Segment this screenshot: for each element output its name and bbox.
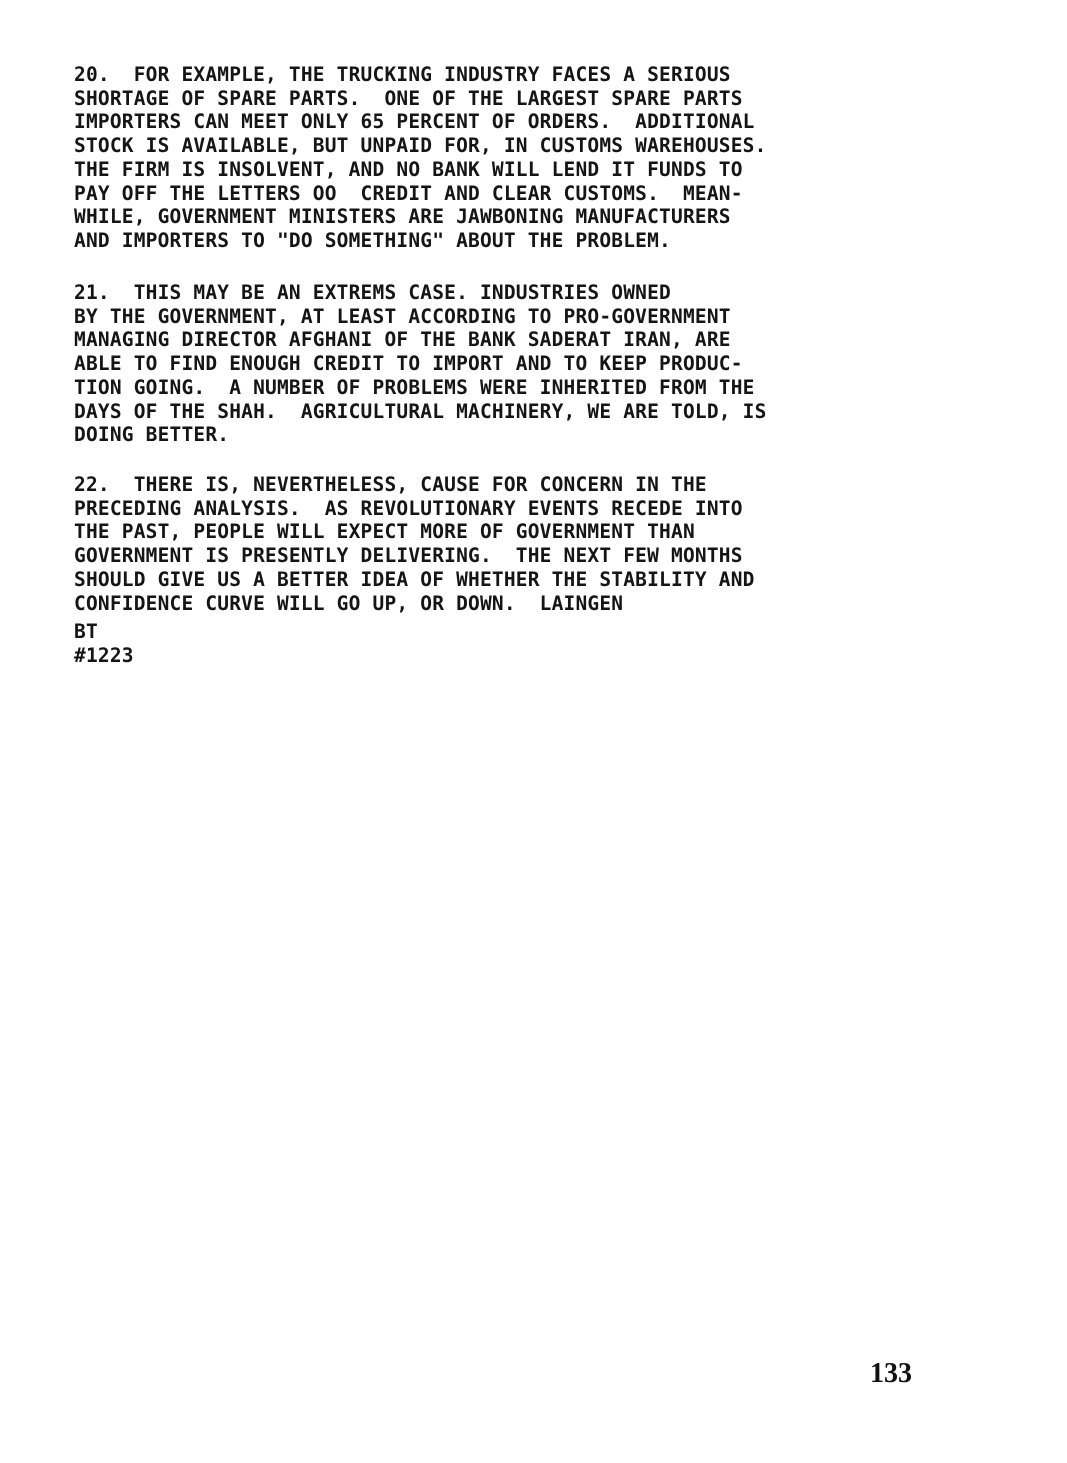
text-line: STOCK IS AVAILABLE, BUT UNPAID FOR, IN CUSTOMS WAREHOUSES. — [74, 134, 767, 158]
paragraph-22 — [74, 473, 934, 615]
text-line: CONFIDENCE CURVE WILL GO UP, OR DOWN. LAINGEN — [74, 591, 624, 615]
text-line: DOING BETTER. — [74, 423, 230, 447]
text-line: 21. THIS MAY BE AN EXTREMS CASE. INDUSTRIES OWNED — [74, 281, 671, 304]
text-line: IMPORTERS CAN MEET ONLY 65 PERCENT OF ORDERS. ADDITIONAL — [74, 110, 755, 134]
text-line: GOVERNMENT IS PRESENTLY DELIVERING. THE NEXT FEW MONTHS — [74, 544, 743, 568]
text-line: 20. FOR EXAMPLE, THE TRUCKING INDUSTRY FACES A SERIOUS — [74, 63, 731, 86]
text-line: ABLE TO FIND ENOUGH CREDIT TO IMPORT AND TO KEEP PRODUC- — [74, 352, 743, 376]
text-line: WHILE, GOVERNMENT MINISTERS ARE JAWBONING MANUFACTURERS — [74, 205, 731, 229]
break-marker: BT — [74, 620, 98, 643]
paragraph-21 — [74, 281, 934, 447]
text-line: THE FIRM IS INSOLVENT, AND NO BANK WILL LEND IT FUNDS TO — [74, 157, 743, 181]
text-line: MANAGING DIRECTOR AFGHANI OF THE BANK SADERAT IRAN, ARE — [74, 328, 731, 352]
text-line: BY THE GOVERNMENT, AT LEAST ACCORDING TO PRO-GOVERNMENT — [74, 304, 731, 328]
text-line: SHORTAGE OF SPARE PARTS. ONE OF THE LARGEST SPARE PARTS — [74, 86, 743, 110]
text-line: AND IMPORTERS TO "DO SOMETHING" ABOUT THE PROBLEM. — [74, 228, 671, 252]
page-number: 133 — [870, 1358, 912, 1389]
text-line: 22. THERE IS, NEVERTHELESS, CAUSE FOR CONCERN IN THE — [74, 473, 707, 496]
paragraph-20 — [74, 63, 934, 253]
text-line: PAY OFF THE LETTERS OO CREDIT AND CLEAR CUSTOMS. MEAN- — [74, 181, 743, 205]
text-line: TION GOING. A NUMBER OF PROBLEMS WERE INHERITED FROM THE — [74, 375, 755, 399]
text-line: DAYS OF THE SHAH. AGRICULTURAL MACHINERY, WE ARE TOLD, IS — [74, 399, 767, 423]
text-line: THE PAST, PEOPLE WILL EXPECT MORE OF GOVERNMENT THAN — [74, 520, 695, 544]
message-number: #1223 — [74, 643, 134, 667]
message-trailer — [74, 620, 934, 667]
text-line: SHOULD GIVE US A BETTER IDEA OF WHETHER THE STABILITY AND — [74, 567, 755, 591]
text-line: PRECEDING ANALYSIS. AS REVOLUTIONARY EVENTS RECEDE INTO — [74, 496, 743, 520]
